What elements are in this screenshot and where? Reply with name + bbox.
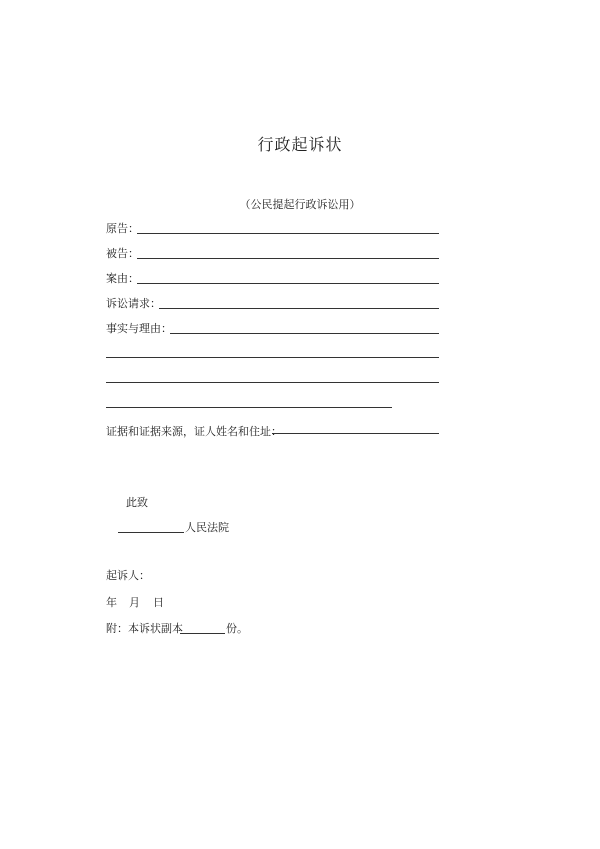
document-subtitle: （公民提起行政诉讼用）	[239, 198, 361, 211]
court-name-fill-line	[118, 532, 184, 533]
court-suffix-text: 人民法院	[185, 521, 229, 534]
claims-fill-line	[159, 308, 439, 309]
date-year-label: 年	[106, 596, 117, 609]
evidence-fill-line	[272, 433, 439, 434]
attachment-prefix-text: 附：本诉状副本	[106, 622, 183, 635]
salutation-text: 此致	[126, 496, 148, 509]
date-day-label: 日	[153, 596, 164, 609]
plaintiff-label: 原告：	[106, 222, 139, 235]
claims-label: 诉讼请求：	[106, 297, 161, 310]
defendant-fill-line	[137, 258, 439, 259]
facts-fill-line-4	[106, 407, 392, 408]
facts-fill-line	[170, 333, 439, 334]
facts-fill-line-2	[106, 357, 439, 358]
date-month-label: 月	[129, 596, 140, 609]
document-title: 行政起诉状	[257, 135, 343, 154]
plaintiff-fill-line	[137, 233, 439, 234]
plaintiff-signature-label: 起诉人：	[106, 569, 150, 582]
cause-label: 案由：	[106, 272, 139, 285]
defendant-label: 被告：	[106, 247, 139, 260]
cause-fill-line	[137, 283, 439, 284]
facts-label: 事实与理由：	[106, 322, 172, 335]
facts-fill-line-3	[106, 382, 439, 383]
evidence-label: 证据和证据来源，证人姓名和住址：	[106, 425, 282, 438]
copies-fill-line	[180, 633, 225, 634]
attachment-suffix-text: 份。	[226, 622, 248, 635]
